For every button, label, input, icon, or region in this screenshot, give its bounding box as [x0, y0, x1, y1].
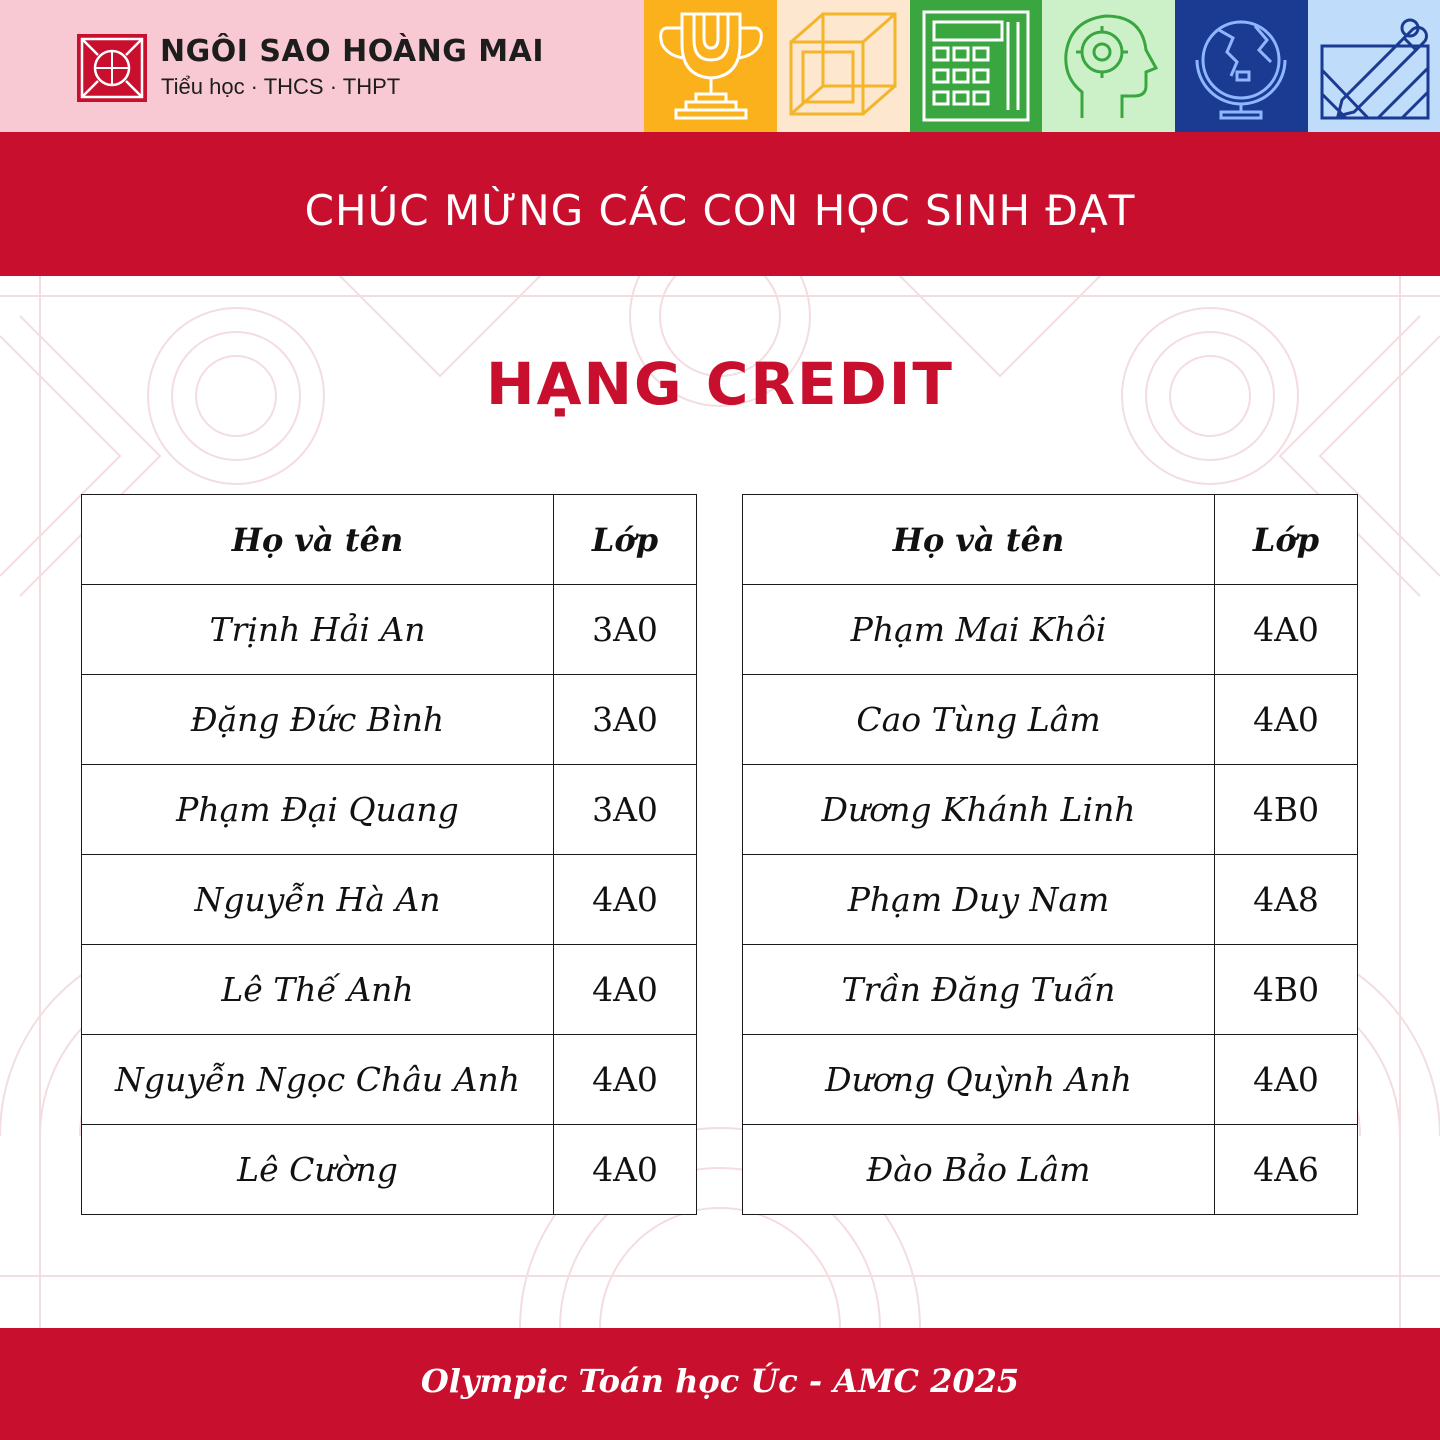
student-class: 3A0: [554, 765, 697, 855]
student-name: Trịnh Hải An: [82, 585, 554, 675]
student-name: Đặng Đức Bình: [82, 675, 554, 765]
student-name: Phạm Mai Khôi: [743, 585, 1215, 675]
rank-title: HẠNG CREDIT: [486, 350, 954, 418]
table-row: [82, 1125, 697, 1215]
student-class: 4A8: [1215, 855, 1358, 945]
congrats-banner-text: CHÚC MỪNG CÁC CON HỌC SINH ĐẠT: [304, 186, 1136, 235]
student-name: Trần Đăng Tuấn: [743, 945, 1215, 1035]
table-row: [82, 765, 697, 855]
student-class: 4A6: [1215, 1125, 1358, 1215]
table-row: [82, 1035, 697, 1125]
trophy-icon: [644, 0, 777, 132]
student-name: Phạm Đại Quang: [82, 765, 554, 855]
student-class: 4A0: [554, 1035, 697, 1125]
student-class: 4A0: [1215, 675, 1358, 765]
header: [0, 0, 1440, 132]
student-class: 4A0: [1215, 1035, 1358, 1125]
student-name: Phạm Duy Nam: [743, 855, 1215, 945]
header-tile-head: [1042, 0, 1175, 132]
column-header-class: Lớp: [1215, 495, 1358, 585]
results-table-right: [742, 494, 1358, 1215]
student-name: Lê Cường: [82, 1125, 554, 1215]
student-name: Lê Thế Anh: [82, 945, 554, 1035]
results-table-left: [81, 494, 697, 1215]
header-tile-calculator: [910, 0, 1042, 132]
calculator-icon: [910, 0, 1042, 132]
table-row: [743, 1125, 1358, 1215]
head-gear-icon: [1042, 0, 1175, 132]
table-header-row: [82, 495, 697, 585]
school-logo-icon: [77, 34, 147, 102]
table-row: [82, 585, 697, 675]
column-header-name: Họ và tên: [82, 495, 554, 585]
brand-name: NGÔI SAO HOÀNG MAI: [160, 34, 545, 69]
student-class: 4B0: [1215, 765, 1358, 855]
cube-icon: [777, 0, 910, 132]
student-class: 4B0: [1215, 945, 1358, 1035]
student-class: 4A0: [1215, 585, 1358, 675]
table-row: [82, 675, 697, 765]
student-class: 3A0: [554, 585, 697, 675]
student-name: Cao Tùng Lâm: [743, 675, 1215, 765]
student-class: 4A0: [554, 1125, 697, 1215]
header-tile-ruler: [1308, 0, 1440, 132]
student-name: Đào Bảo Lâm: [743, 1125, 1215, 1215]
footer-text: Olympic Toán học Úc - AMC 2025: [420, 1362, 1020, 1400]
column-header-name: Họ và tên: [743, 495, 1215, 585]
student-class: 4A0: [554, 855, 697, 945]
student-name: Dương Khánh Linh: [743, 765, 1215, 855]
header-tile-globe: [1175, 0, 1308, 132]
table-row: [743, 765, 1358, 855]
table-row: [743, 675, 1358, 765]
table-row: [743, 1035, 1358, 1125]
table-row: [743, 945, 1358, 1035]
student-class: 3A0: [554, 675, 697, 765]
table-row: [82, 945, 697, 1035]
table-row: [82, 855, 697, 945]
logo-area: [0, 0, 644, 132]
student-name: Dương Quỳnh Anh: [743, 1035, 1215, 1125]
ruler-pencil-icon: [1308, 0, 1440, 132]
student-name: Nguyễn Ngọc Châu Anh: [82, 1035, 554, 1125]
column-header-class: Lớp: [554, 495, 697, 585]
student-name: Nguyễn Hà An: [82, 855, 554, 945]
table-header-row: [743, 495, 1358, 585]
header-tile-cube: [777, 0, 910, 132]
table-row: [743, 585, 1358, 675]
header-tile-trophy: [644, 0, 777, 132]
table-row: [743, 855, 1358, 945]
brand-subtitle: Tiểu học · THCS · THPT: [161, 74, 401, 99]
globe-icon: [1175, 0, 1308, 132]
student-class: 4A0: [554, 945, 697, 1035]
